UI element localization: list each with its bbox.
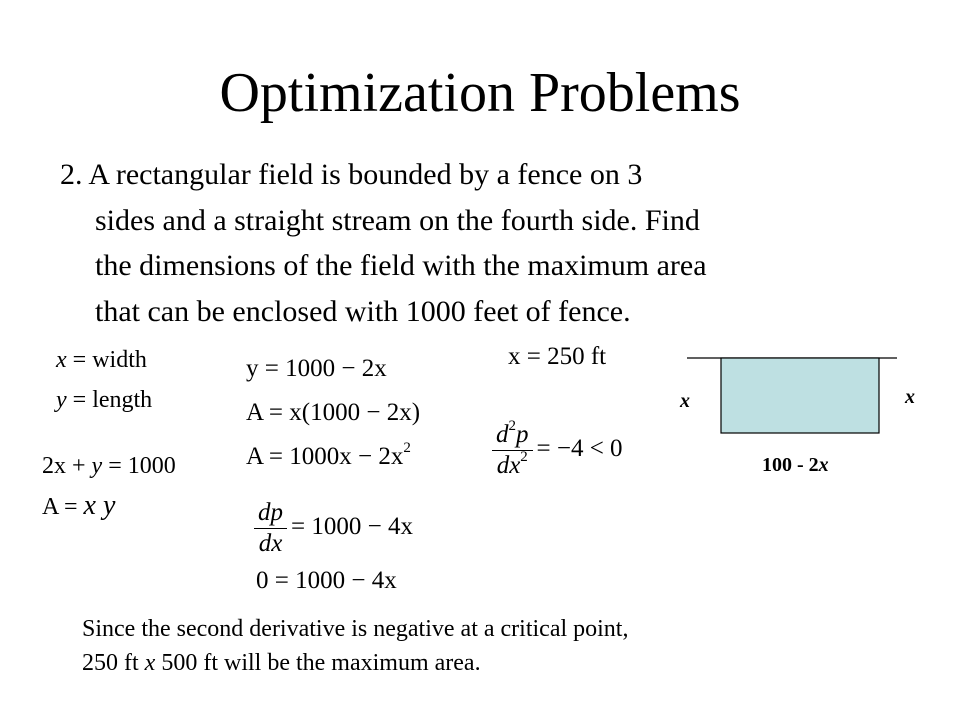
- conclusion-line-2: [82, 646, 628, 680]
- derivative-fraction: [254, 498, 287, 559]
- definition-x: [56, 344, 147, 376]
- constraint-var: y: [91, 453, 103, 479]
- definition-y: [56, 384, 152, 416]
- equation-second-derivative: [492, 420, 623, 481]
- exponent: 2: [520, 449, 528, 465]
- area-equation: [42, 490, 115, 523]
- bottom-side-label: [762, 454, 829, 477]
- fraction-numerator: [492, 420, 533, 451]
- conclusion-part: 500 ft will be the maximum area.: [155, 650, 481, 676]
- definition-x-text: = width: [66, 347, 147, 373]
- problem-statement: [60, 152, 880, 334]
- var-x: x: [56, 347, 67, 373]
- equation-x-result: x = 250 ft: [508, 343, 607, 370]
- field-rectangle: [721, 358, 879, 433]
- area-rhs: x y: [83, 490, 116, 521]
- second-derivative-fraction: [492, 420, 533, 481]
- equation-area-expanded-text: A = 1000x − 2x: [246, 443, 404, 470]
- side-label-right: x: [905, 386, 915, 408]
- equation-area-expanded: [246, 442, 411, 472]
- problem-line: the dimensions of the field with the maximum area: [95, 249, 707, 282]
- conclusion-line-1: Since the second derivative is negative at a critical point,: [82, 616, 629, 642]
- problem-line: sides and a straight stream on the fourth side. Find: [95, 203, 700, 237]
- derivative-rhs: = 1000 − 4x: [291, 513, 413, 541]
- equation-y: y = 1000 − 2x: [246, 355, 387, 382]
- fraction-numerator: dp: [254, 498, 287, 529]
- second-derivative-rhs: = −4 < 0: [536, 435, 623, 463]
- constraint-part: 2x +: [42, 453, 92, 479]
- bottom-side-prefix: 100 - 2: [762, 454, 819, 476]
- equation-derivative: [254, 498, 413, 559]
- exponent: 2: [508, 418, 516, 434]
- exponent: 2: [403, 440, 411, 456]
- conclusion-times: x: [144, 650, 156, 676]
- field-diagram: [680, 350, 910, 440]
- bottom-side-var: x: [818, 454, 829, 476]
- area-lhs: A =: [42, 494, 84, 520]
- equation-area: A = x(1000 − 2x): [246, 399, 421, 426]
- definition-y-text: = length: [66, 387, 153, 413]
- fraction-denominator: dx: [258, 530, 283, 557]
- conclusion: [82, 612, 628, 680]
- constraint-equation: [42, 450, 176, 482]
- problem-line: that can be enclosed with 1000 feet of fence.: [95, 294, 631, 328]
- d-symbol: d: [496, 421, 509, 448]
- side-label-left: x: [680, 390, 690, 412]
- var-y: y: [56, 387, 67, 413]
- constraint-part: = 1000: [102, 453, 176, 479]
- equation-zero: 0 = 1000 − 4x: [256, 567, 397, 594]
- problem-line: 2. A rectangular field is bounded by a fence on 3: [60, 158, 643, 191]
- p-symbol: p: [516, 421, 529, 448]
- slide-title: Optimization Problems: [219, 62, 741, 124]
- dx-symbol: dx: [496, 452, 521, 479]
- conclusion-part: 250 ft: [82, 650, 145, 676]
- fraction-denominator: [493, 451, 532, 481]
